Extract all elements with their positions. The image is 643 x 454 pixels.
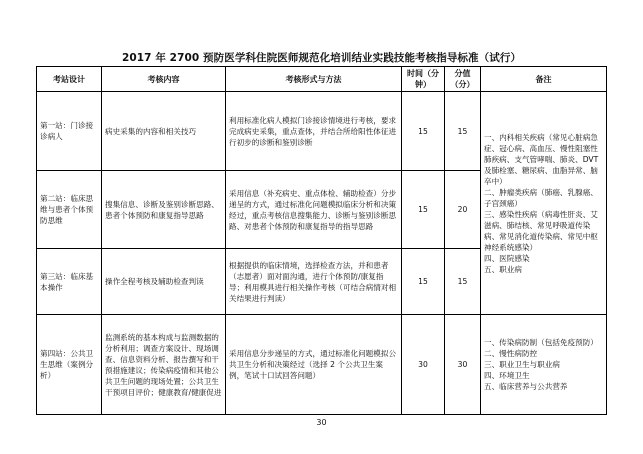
assessment-standard-table [36,66,607,415]
station-content: 搜集信息、诊断及鉴别诊断思路、患者个体预防和康复指导思路 [102,171,226,249]
header-score: 分值（分） [445,67,481,92]
header-content: 考核内容 [102,67,226,92]
station-content: 病史采集的内容和相关技巧 [102,92,226,171]
header-design: 考站设计 [37,67,102,92]
station-design: 第三站：临床基本操作 [37,249,102,315]
remark-item: 一、内科相关疾病（常见心脏病急症、冠心病、高血压、慢性阻塞性肺疾病、支气管哮喘、肺炎、DVT 及肺栓塞、糖尿病、血脂异常、脑卒中） [484,132,599,186]
station-content: 监测系统的基本构成与监测数据的分析利用；调查方案设计、现场调查、信息资料分析、报告撰写和干预措施建议；传染病疫情和其他公共卫生问题的现场处置；公共卫生干预项目评价；健康教育/健康促进 [102,315,226,415]
table-row [37,315,607,415]
table-row [37,92,607,171]
station-design: 第四站：公共卫生思维（案例分析） [37,315,102,415]
station-content: 操作全程考核及辅助检查判读 [102,249,226,315]
remark-item: 四、环境卫生 [484,371,530,380]
header-remarks: 备注 [481,67,607,92]
station-score: 15 [445,249,481,315]
station-method: 根据提供的临床情境，选择检查方法，并和患者（志愿者）面对面沟通，进行个体预防/康复指导；利用模具进行相关操作考核（可结合病情对相关结果进行判读） [226,249,402,315]
station-design: 第一站：门诊接诊病人 [37,92,102,171]
station-score: 15 [445,92,481,171]
document-title: 2017 年 2700 预防医学科住院医师规范化培训结业实践技能考核指导标准（试行） [121,52,522,64]
remark-item: 三、感染性疾病（病毒性肝炎、艾滋病、肺结核、常见呼吸道传染病、常见消化道传染病、常见中枢神经系统感染） [484,209,598,252]
remarks-cell-clinical [481,92,607,315]
table-header-row [37,67,607,92]
station-time: 30 [402,315,445,415]
remark-item: 五、临床营养与公共营养 [484,382,568,391]
station-score: 30 [445,315,481,415]
remark-item: 二、肿瘤类疾病（肺癌、乳腺癌、子宫颈癌） [484,187,598,208]
station-method: 利用标准化病人模拟门诊接诊情境进行考核，要求完成病史采集，重点查体，并结合所给阳性体征进行初步的诊断和鉴别诊断 [226,92,402,171]
header-method: 考核形式与方法 [226,67,402,92]
remark-item: 五、职业病 [484,264,522,274]
remark-item: 三、职业卫生与职业病 [484,360,560,369]
station-method: 采用信息分步递呈的方式，通过标准化问题模拟公共卫生分析和决策经过（选择 2 个公共卫生案例，笔试十口试回答问题） [226,315,402,415]
remark-item: 四、医院感染 [484,253,530,263]
remark-item: 一、传染病防制（包括免疫预防） [484,338,598,347]
station-time: 15 [402,171,445,249]
remark-item: 二、慢性病防控 [484,349,538,358]
station-score: 20 [445,171,481,249]
header-time: 时间（分钟） [402,67,445,92]
remarks-cell-public-health [481,315,607,415]
page-number: 30 [316,418,327,427]
station-time: 15 [402,249,445,315]
station-time: 15 [402,92,445,171]
station-method: 采用信息（补充病史、重点体检、辅助检查）分步递呈的方式，通过标准化问题模拟临床分析和决策经过，重点考核信息搜集能力、诊断与鉴别诊断思路、对患者个体预防和康复指导的指导思路 [226,171,402,249]
station-design: 第二站：临床思维与患者个体预防思维 [37,171,102,249]
